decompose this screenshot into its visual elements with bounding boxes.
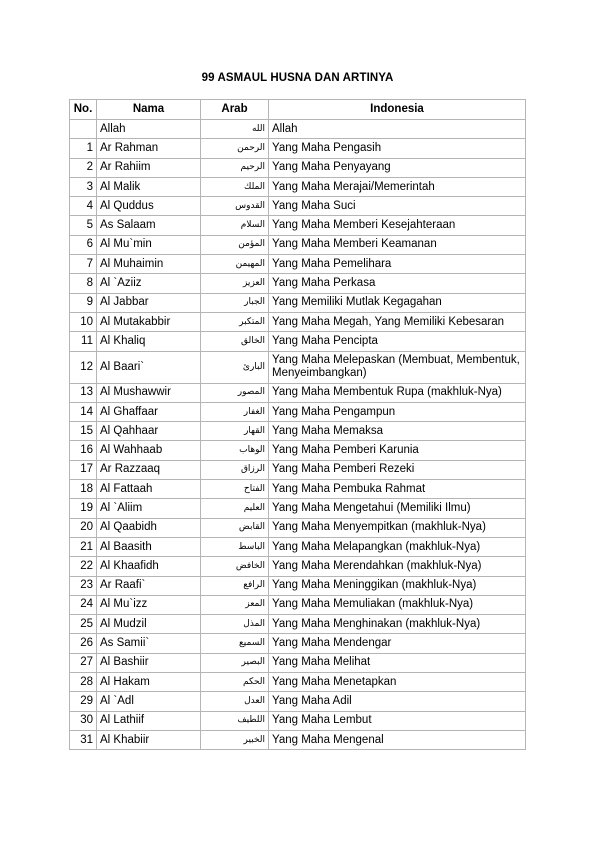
row-name-cell: Al Lathiif	[97, 711, 201, 730]
row-meaning-cell: Yang Maha Perkasa	[269, 274, 526, 293]
row-meaning-cell: Yang Maha Menyempitkan (makhluk-Nya)	[269, 518, 526, 537]
row-name-cell: Ar Rahman	[97, 139, 201, 158]
row-meaning-cell: Yang Maha Pengampun	[269, 402, 526, 421]
row-meaning-cell: Yang Maha Memberi Keamanan	[269, 235, 526, 254]
row-number-cell: 7	[70, 255, 97, 274]
row-number-cell: 19	[70, 499, 97, 518]
row-number-cell: 1	[70, 139, 97, 158]
row-arabic-cell: البصير	[201, 653, 269, 672]
row-meaning-cell: Yang Maha Mengetahui (Memiliki Ilmu)	[269, 499, 526, 518]
row-number-cell: 30	[70, 711, 97, 730]
row-number-cell: 3	[70, 177, 97, 196]
table-row	[70, 120, 526, 139]
row-number-cell: 22	[70, 557, 97, 576]
row-name-cell: Al `Aziiz	[97, 274, 201, 293]
row-name-cell: Al Baasith	[97, 537, 201, 556]
table-row	[70, 293, 526, 312]
table-row	[70, 557, 526, 576]
row-number-cell: 8	[70, 274, 97, 293]
row-name-cell: Al Fattaah	[97, 480, 201, 499]
table-row	[70, 197, 526, 216]
table-row	[70, 537, 526, 556]
row-arabic-cell: العزيز	[201, 274, 269, 293]
table-row	[70, 576, 526, 595]
row-arabic-cell: الرحمن	[201, 139, 269, 158]
row-name-cell: Al Mutakabbir	[97, 312, 201, 331]
row-arabic-cell: المذل	[201, 615, 269, 634]
row-arabic-cell: الرزاق	[201, 460, 269, 479]
row-name-cell: As Samii`	[97, 634, 201, 653]
row-arabic-cell: الله	[201, 120, 269, 139]
document-title: 99 ASMAUL HUSNA DAN ARTINYA	[201, 72, 394, 84]
row-arabic-cell: الخبير	[201, 730, 269, 749]
row-number-cell: 10	[70, 312, 97, 331]
table-row	[70, 615, 526, 634]
row-meaning-cell: Yang Maha Suci	[269, 197, 526, 216]
row-number-cell: 23	[70, 576, 97, 595]
row-meaning-cell: Yang Maha Membentuk Rupa (makhluk-Nya)	[269, 383, 526, 402]
row-meaning-cell: Yang Maha Pembuka Rahmat	[269, 480, 526, 499]
table-row	[70, 177, 526, 196]
row-name-cell: Al Khabiir	[97, 730, 201, 749]
row-number-cell: 17	[70, 460, 97, 479]
row-name-cell: Al Mudzil	[97, 615, 201, 634]
table-body	[70, 120, 526, 750]
table-row	[70, 158, 526, 177]
table-row	[70, 518, 526, 537]
row-arabic-cell: الحكم	[201, 673, 269, 692]
header-no: No.	[70, 100, 97, 120]
row-arabic-cell: الغفار	[201, 402, 269, 421]
table-row	[70, 383, 526, 402]
row-name-cell: Al Khaafidh	[97, 557, 201, 576]
row-number-cell: 21	[70, 537, 97, 556]
row-meaning-cell: Allah	[269, 120, 526, 139]
table-row	[70, 692, 526, 711]
table-row	[70, 139, 526, 158]
row-number-cell: 28	[70, 673, 97, 692]
row-number-cell: 18	[70, 480, 97, 499]
row-meaning-cell: Yang Maha Memaksa	[269, 422, 526, 441]
row-number-cell: 31	[70, 730, 97, 749]
row-number-cell: 29	[70, 692, 97, 711]
row-name-cell: Al Malik	[97, 177, 201, 196]
row-name-cell: Al Khaliq	[97, 332, 201, 351]
row-meaning-cell: Yang Maha Mendengar	[269, 634, 526, 653]
table-row	[70, 351, 526, 383]
row-meaning-cell: Yang Maha Mengenal	[269, 730, 526, 749]
row-meaning-cell: Yang Maha Lembut	[269, 711, 526, 730]
asmaul-husna-table	[69, 99, 526, 750]
row-arabic-cell: المهيمن	[201, 255, 269, 274]
row-meaning-cell: Yang Maha Memuliakan (makhluk-Nya)	[269, 595, 526, 614]
row-name-cell: Al `Aliim	[97, 499, 201, 518]
row-number-cell: 9	[70, 293, 97, 312]
row-meaning-cell: Yang Maha Megah, Yang Memiliki Kebesaran	[269, 312, 526, 331]
row-number-cell: 14	[70, 402, 97, 421]
table-row	[70, 235, 526, 254]
table-row	[70, 730, 526, 749]
table-row	[70, 460, 526, 479]
row-meaning-cell: Yang Maha Melepaskan (Membuat, Membentuk, Menyeimbangkan)	[269, 351, 526, 383]
row-number-cell: 5	[70, 216, 97, 235]
row-name-cell: Ar Raafi`	[97, 576, 201, 595]
row-meaning-cell: Yang Maha Penyayang	[269, 158, 526, 177]
row-number-cell: 15	[70, 422, 97, 441]
row-meaning-cell: Yang Maha Merajai/Memerintah	[269, 177, 526, 196]
table-row	[70, 499, 526, 518]
row-number-cell: 6	[70, 235, 97, 254]
header-arab: Arab	[201, 100, 269, 120]
row-meaning-cell: Yang Maha Merendahkan (makhluk-Nya)	[269, 557, 526, 576]
row-arabic-cell: القدوس	[201, 197, 269, 216]
row-name-cell: Al Quddus	[97, 197, 201, 216]
row-meaning-cell: Yang Maha Menetapkan	[269, 673, 526, 692]
header-indonesia: Indonesia	[269, 100, 526, 120]
row-arabic-cell: الرافع	[201, 576, 269, 595]
row-meaning-cell: Yang Memiliki Mutlak Kegagahan	[269, 293, 526, 312]
row-arabic-cell: اللطيف	[201, 711, 269, 730]
row-name-cell: Al Muhaimin	[97, 255, 201, 274]
table-row	[70, 441, 526, 460]
row-number-cell: 2	[70, 158, 97, 177]
row-number-cell: 27	[70, 653, 97, 672]
row-meaning-cell: Yang Maha Memberi Kesejahteraan	[269, 216, 526, 235]
row-name-cell: Al Mu`izz	[97, 595, 201, 614]
row-name-cell: Al Hakam	[97, 673, 201, 692]
row-arabic-cell: الوهاب	[201, 441, 269, 460]
row-name-cell: Al Ghaffaar	[97, 402, 201, 421]
table-row	[70, 480, 526, 499]
row-name-cell: Al Wahhaab	[97, 441, 201, 460]
row-number-cell: 13	[70, 383, 97, 402]
row-name-cell: Al Mu`min	[97, 235, 201, 254]
header-nama: Nama	[97, 100, 201, 120]
row-name-cell: Al `Adl	[97, 692, 201, 711]
row-name-cell: Allah	[97, 120, 201, 139]
row-name-cell: As Salaam	[97, 216, 201, 235]
row-name-cell: Ar Razzaaq	[97, 460, 201, 479]
row-arabic-cell: المعز	[201, 595, 269, 614]
table-row	[70, 422, 526, 441]
table-row	[70, 634, 526, 653]
row-number-cell: 11	[70, 332, 97, 351]
row-number-cell: 12	[70, 351, 97, 383]
row-name-cell: Al Qaabidh	[97, 518, 201, 537]
row-meaning-cell: Yang Maha Menghinakan (makhluk-Nya)	[269, 615, 526, 634]
table-row	[70, 673, 526, 692]
table-row	[70, 274, 526, 293]
row-name-cell: Ar Rahiim	[97, 158, 201, 177]
row-arabic-cell: العدل	[201, 692, 269, 711]
row-meaning-cell: Yang Maha Pemelihara	[269, 255, 526, 274]
row-meaning-cell: Yang Maha Pencipta	[269, 332, 526, 351]
row-number-cell: 26	[70, 634, 97, 653]
row-arabic-cell: المؤمن	[201, 235, 269, 254]
row-meaning-cell: Yang Maha Pemberi Karunia	[269, 441, 526, 460]
row-arabic-cell: القهار	[201, 422, 269, 441]
table-row	[70, 402, 526, 421]
row-number-cell	[70, 120, 97, 139]
row-number-cell: 24	[70, 595, 97, 614]
row-name-cell: Al Bashiir	[97, 653, 201, 672]
table-row	[70, 255, 526, 274]
row-meaning-cell: Yang Maha Adil	[269, 692, 526, 711]
row-arabic-cell: السلام	[201, 216, 269, 235]
row-number-cell: 4	[70, 197, 97, 216]
table-row	[70, 332, 526, 351]
table-row	[70, 595, 526, 614]
row-name-cell: Al Jabbar	[97, 293, 201, 312]
row-meaning-cell: Yang Maha Melihat	[269, 653, 526, 672]
row-number-cell: 16	[70, 441, 97, 460]
row-name-cell: Al Baari`	[97, 351, 201, 383]
row-arabic-cell: السميع	[201, 634, 269, 653]
row-arabic-cell: الخافض	[201, 557, 269, 576]
row-arabic-cell: المتكبر	[201, 312, 269, 331]
row-name-cell: Al Qahhaar	[97, 422, 201, 441]
row-meaning-cell: Yang Maha Pemberi Rezeki	[269, 460, 526, 479]
row-arabic-cell: الفتاح	[201, 480, 269, 499]
row-meaning-cell: Yang Maha Pengasih	[269, 139, 526, 158]
row-arabic-cell: الباسط	[201, 537, 269, 556]
table-header-row	[70, 100, 526, 120]
row-name-cell: Al Mushawwir	[97, 383, 201, 402]
row-arabic-cell: البارئ	[201, 351, 269, 383]
table-row	[70, 653, 526, 672]
table-row	[70, 711, 526, 730]
row-meaning-cell: Yang Maha Melapangkan (makhluk-Nya)	[269, 537, 526, 556]
row-arabic-cell: الرحيم	[201, 158, 269, 177]
row-arabic-cell: المصور	[201, 383, 269, 402]
row-arabic-cell: الخالق	[201, 332, 269, 351]
table-row	[70, 312, 526, 331]
row-arabic-cell: الجبار	[201, 293, 269, 312]
row-arabic-cell: القابض	[201, 518, 269, 537]
row-number-cell: 20	[70, 518, 97, 537]
row-meaning-cell: Yang Maha Meninggikan (makhluk-Nya)	[269, 576, 526, 595]
row-number-cell: 25	[70, 615, 97, 634]
row-arabic-cell: العليم	[201, 499, 269, 518]
row-arabic-cell: الملك	[201, 177, 269, 196]
table-row	[70, 216, 526, 235]
